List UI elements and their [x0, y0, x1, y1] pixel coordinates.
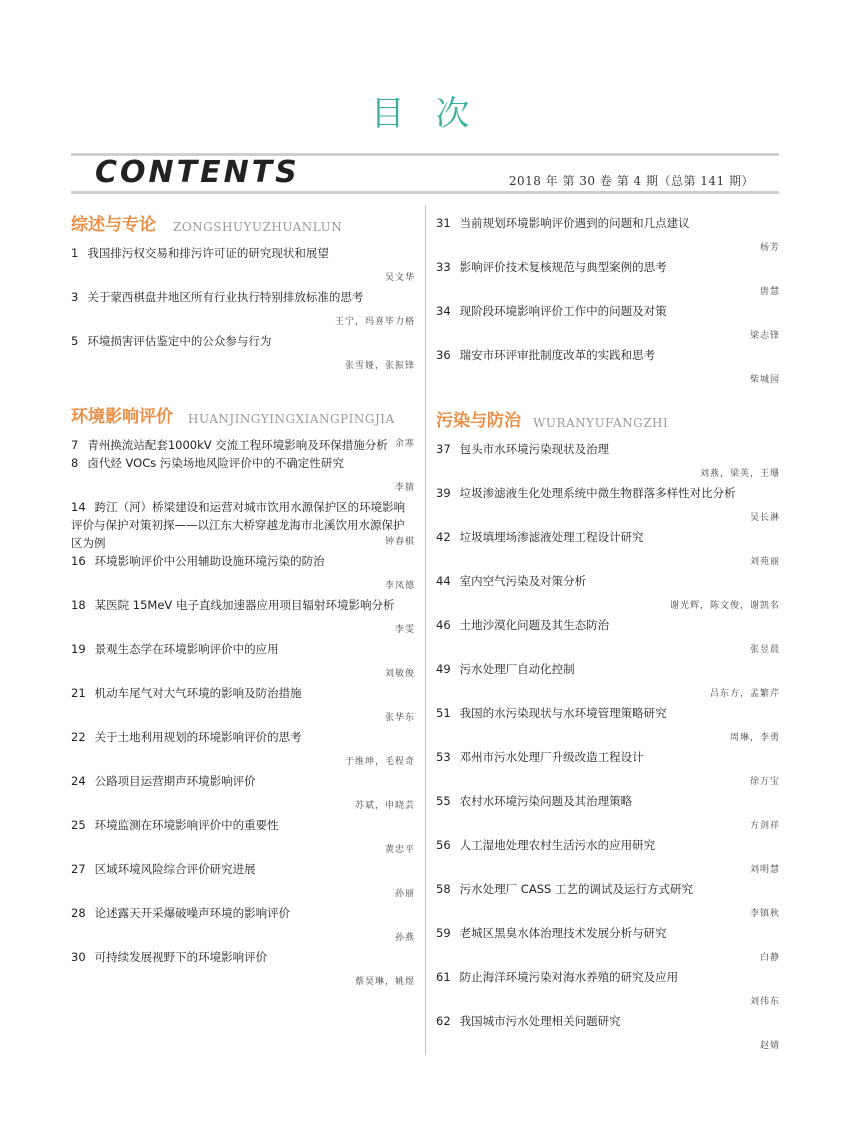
- toc-entry[interactable]: [436, 302, 780, 344]
- toc-entry[interactable]: [436, 258, 780, 300]
- section-title-pinyin: HUANJINGYINGXIANGPINGJIA: [188, 412, 395, 426]
- article-title[interactable]: 瑞安市环评审批制度改革的实践和思考: [459, 348, 656, 362]
- page-number: 44: [436, 574, 451, 588]
- toc-entry[interactable]: [71, 860, 415, 902]
- page-number: 37: [436, 442, 451, 456]
- article-author: 李雯: [394, 625, 415, 635]
- article-author: 唐慧: [759, 287, 780, 297]
- article-author: 白静: [759, 953, 780, 963]
- article-author: 刘敏俊: [384, 669, 415, 679]
- article-title[interactable]: 影响评价技术复核规范与典型案例的思考: [459, 260, 667, 274]
- toc-entry[interactable]: [71, 684, 415, 726]
- page-number: 22: [71, 730, 86, 744]
- page-number: 58: [436, 882, 451, 896]
- page-number: 46: [436, 618, 451, 632]
- toc-entry[interactable]: [71, 436, 415, 454]
- article-title[interactable]: 机动车尾气对大气环境的影响及防治措施: [94, 686, 302, 700]
- page-number: 62: [436, 1014, 451, 1028]
- article-author: 张雪娅，张振锋: [344, 361, 415, 371]
- page-number: 31: [436, 216, 451, 230]
- page-number: 56: [436, 838, 451, 852]
- article-title[interactable]: 土地沙漠化问题及其生态防治: [459, 618, 610, 632]
- page-title: 目 次: [370, 94, 480, 134]
- article-title[interactable]: 景观生态学在环境影响评价中的应用: [94, 642, 279, 656]
- article-title[interactable]: 青州换流站配套1000kV 交流工程环境影响及环保措施分析: [87, 438, 388, 452]
- toc-entry[interactable]: [71, 904, 415, 946]
- toc-entry[interactable]: [436, 346, 780, 388]
- article-author: 杨芳: [759, 243, 780, 253]
- page-number: 42: [436, 530, 451, 544]
- article-title[interactable]: 关于土地利用规划的环境影响评价的思考: [94, 730, 302, 744]
- section-title-pinyin: WURANYUFANGZHI: [533, 416, 669, 430]
- page-number: 14: [71, 500, 86, 514]
- article-author: 赵婧: [759, 1041, 780, 1051]
- article-title[interactable]: 可持续发展视野下的环境影响评价: [94, 950, 268, 964]
- issue-info: 2018 年 第 30 卷 第 4 期（总第 141 期）: [508, 174, 754, 188]
- toc-entry[interactable]: [436, 704, 780, 746]
- toc-entry[interactable]: [436, 836, 780, 878]
- article-title[interactable]: 室内空气污染及对策分析: [459, 574, 587, 588]
- toc-entry[interactable]: [71, 244, 415, 286]
- article-title[interactable]: 污水处理厂 CASS 工艺的调试及运行方式研究: [459, 882, 693, 896]
- toc-entry[interactable]: [436, 968, 780, 1010]
- article-author: 刘苑丽: [749, 557, 780, 567]
- toc-entry[interactable]: [436, 748, 780, 790]
- toc-entry[interactable]: [436, 660, 780, 702]
- page-number: 28: [71, 906, 86, 920]
- page-number: 34: [436, 304, 451, 318]
- page-number: 49: [436, 662, 451, 676]
- article-title[interactable]: 包头市水环境污染现状及治理: [459, 442, 610, 456]
- article-title[interactable]: 卤代烃 VOCs 污染场地风险评价中的不确定性研究: [87, 456, 344, 470]
- article-author: 蔡昊琳，姚煜: [354, 977, 415, 987]
- article-title[interactable]: 公路项目运营期声环境影响评价: [94, 774, 256, 788]
- column-divider: [425, 205, 426, 1055]
- toc-entry[interactable]: [71, 596, 415, 638]
- article-author: 梁志锋: [749, 331, 780, 341]
- toc-entry[interactable]: [71, 454, 415, 496]
- section-heading-reviews: [71, 200, 415, 244]
- left-column: [71, 200, 415, 992]
- toc-entry[interactable]: [71, 728, 415, 770]
- article-author: 于维坤，毛程奇: [344, 757, 415, 767]
- section-heading-pollution: [436, 396, 780, 440]
- page-number: 18: [71, 598, 86, 612]
- article-author: 王宁，玛喜毕力格: [334, 317, 415, 327]
- toc-entry[interactable]: [436, 440, 780, 482]
- page-number: 61: [436, 970, 451, 984]
- toc-entry[interactable]: [436, 792, 780, 834]
- article-author: 刘燕，梁英，王珊: [699, 469, 780, 479]
- article-author: 张昱晨: [749, 645, 780, 655]
- article-author: 吴长淋: [749, 513, 780, 523]
- article-title[interactable]: 当前规划环境影响评价遇到的问题和几点建议: [459, 216, 690, 230]
- toc-entry[interactable]: [71, 552, 415, 594]
- article-author: 方剑祥: [749, 821, 780, 831]
- section-title-zh: 综述与专论: [71, 215, 156, 235]
- article-author: 刘明慧: [749, 865, 780, 875]
- contents-logo: CONTENTS: [95, 155, 300, 190]
- page-number: 36: [436, 348, 451, 362]
- article-title[interactable]: 跨江（河）桥梁建设和运营对城市饮用水源保护区的环境影响评价与保护对策初探——以江东大桥穿越龙海市北溪饮用水源保护区为例: [71, 500, 406, 550]
- article-title[interactable]: 防止海洋环境污染对海水养殖的研究及应用: [459, 970, 679, 984]
- toc-entry[interactable]: [436, 484, 780, 526]
- page-number: 24: [71, 774, 86, 788]
- page-number: 5: [71, 334, 79, 348]
- article-title[interactable]: 垃圾渗滤液生化处理系统中微生物群落多样性对比分析: [459, 486, 736, 500]
- article-author: 吕东方，孟繁芹: [709, 689, 780, 699]
- page-number: 16: [71, 554, 86, 568]
- toc-entry[interactable]: [436, 924, 780, 966]
- page-number: 51: [436, 706, 451, 720]
- article-title[interactable]: 环境影响评价中公用辅助设施环境污染的防治: [94, 554, 325, 568]
- article-author: 黄忠平: [384, 845, 415, 855]
- toc-entry[interactable]: [436, 214, 780, 256]
- section-title-zh: 污染与防治: [436, 411, 521, 431]
- article-title[interactable]: 环境损害评估鉴定中的公众参与行为: [87, 334, 272, 348]
- article-author: 徐万宝: [749, 777, 780, 787]
- section-title-zh: 环境影响评价: [71, 407, 173, 427]
- toc-entry[interactable]: [71, 772, 415, 814]
- article-title[interactable]: 农村水环境污染问题及其治理策略: [459, 794, 633, 808]
- page-number: 39: [436, 486, 451, 500]
- page-number: 25: [71, 818, 86, 832]
- section-title-pinyin: ZONGSHUYUZHUANLUN: [173, 220, 343, 234]
- header-rule-bottom: [71, 191, 779, 194]
- page-number: 30: [71, 950, 86, 964]
- toc-entry[interactable]: [71, 948, 415, 990]
- page-number: 59: [436, 926, 451, 940]
- article-title[interactable]: 现阶段环境影响评价工作中的问题及对策: [459, 304, 667, 318]
- article-title[interactable]: 论述露天开采爆破噪声环境的影响评价: [94, 906, 291, 920]
- page-number: 33: [436, 260, 451, 274]
- article-author: 张华东: [384, 713, 415, 723]
- page-number: 1: [71, 246, 79, 260]
- article-title[interactable]: 人工湿地处理农村生活污水的应用研究: [459, 838, 656, 852]
- article-title[interactable]: 老城区黑臭水体治理技术发展分析与研究: [459, 926, 667, 940]
- article-author: 孙丽: [394, 889, 415, 899]
- toc-entry[interactable]: [436, 528, 780, 570]
- page-number: 3: [71, 290, 79, 304]
- article-title[interactable]: 垃圾填埋场渗滤液处理工程设计研究: [459, 530, 644, 544]
- article-author: 李镇秋: [749, 909, 780, 919]
- article-title[interactable]: 我国排污权交易和排污许可证的研究现状和展望: [87, 246, 329, 260]
- article-author: 谢光辉，陈文俊，谢凯名: [669, 601, 780, 611]
- article-author: 钟春棋: [384, 537, 415, 547]
- page-number: 27: [71, 862, 86, 876]
- article-title[interactable]: 关于蒙西棋盘井地区所有行业执行特别排放标准的思考: [87, 290, 364, 304]
- article-title[interactable]: 区域环境风险综合评价研究进展: [94, 862, 256, 876]
- article-author: 孙燕: [394, 933, 415, 943]
- article-title[interactable]: 污水处理厂自动化控制: [459, 662, 575, 676]
- page-number: 7: [71, 438, 79, 452]
- toc-entry[interactable]: [436, 880, 780, 922]
- section-heading-eia: [71, 392, 415, 436]
- article-author: 周琳，李勇: [729, 733, 780, 743]
- article-author: 刘伟东: [749, 997, 780, 1007]
- page-number: 21: [71, 686, 86, 700]
- page-number: 19: [71, 642, 86, 656]
- page-number: 8: [71, 456, 79, 470]
- toc-entry[interactable]: [436, 616, 780, 658]
- toc-entry[interactable]: [71, 816, 415, 858]
- toc-entry[interactable]: [436, 572, 780, 614]
- article-author: 李腈: [394, 483, 415, 493]
- right-column: [436, 214, 780, 1056]
- page-number: 53: [436, 750, 451, 764]
- toc-entry[interactable]: [71, 288, 415, 330]
- toc-entry[interactable]: [71, 332, 415, 374]
- article-author: 余寒: [394, 439, 415, 449]
- article-title[interactable]: 环境监测在环境影响评价中的重要性: [94, 818, 279, 832]
- toc-entry[interactable]: [71, 498, 415, 552]
- article-author: 柴城园: [749, 375, 780, 385]
- page-number: 55: [436, 794, 451, 808]
- article-title[interactable]: 某医院 15MeV 电子直线加速器应用项目辐射环境影响分析: [94, 598, 395, 612]
- toc-entry[interactable]: [436, 1012, 780, 1054]
- article-author: 李凤德: [384, 581, 415, 591]
- article-author: 苏斌，申晓芸: [354, 801, 415, 811]
- article-title[interactable]: 我国的水污染现状与水环境管理策略研究: [459, 706, 667, 720]
- article-title[interactable]: 邓州市污水处理厂升级改造工程设计: [459, 750, 644, 764]
- toc-entry[interactable]: [71, 640, 415, 682]
- article-author: 吴文华: [384, 273, 415, 283]
- article-title[interactable]: 我国城市污水处理相关问题研究: [459, 1014, 621, 1028]
